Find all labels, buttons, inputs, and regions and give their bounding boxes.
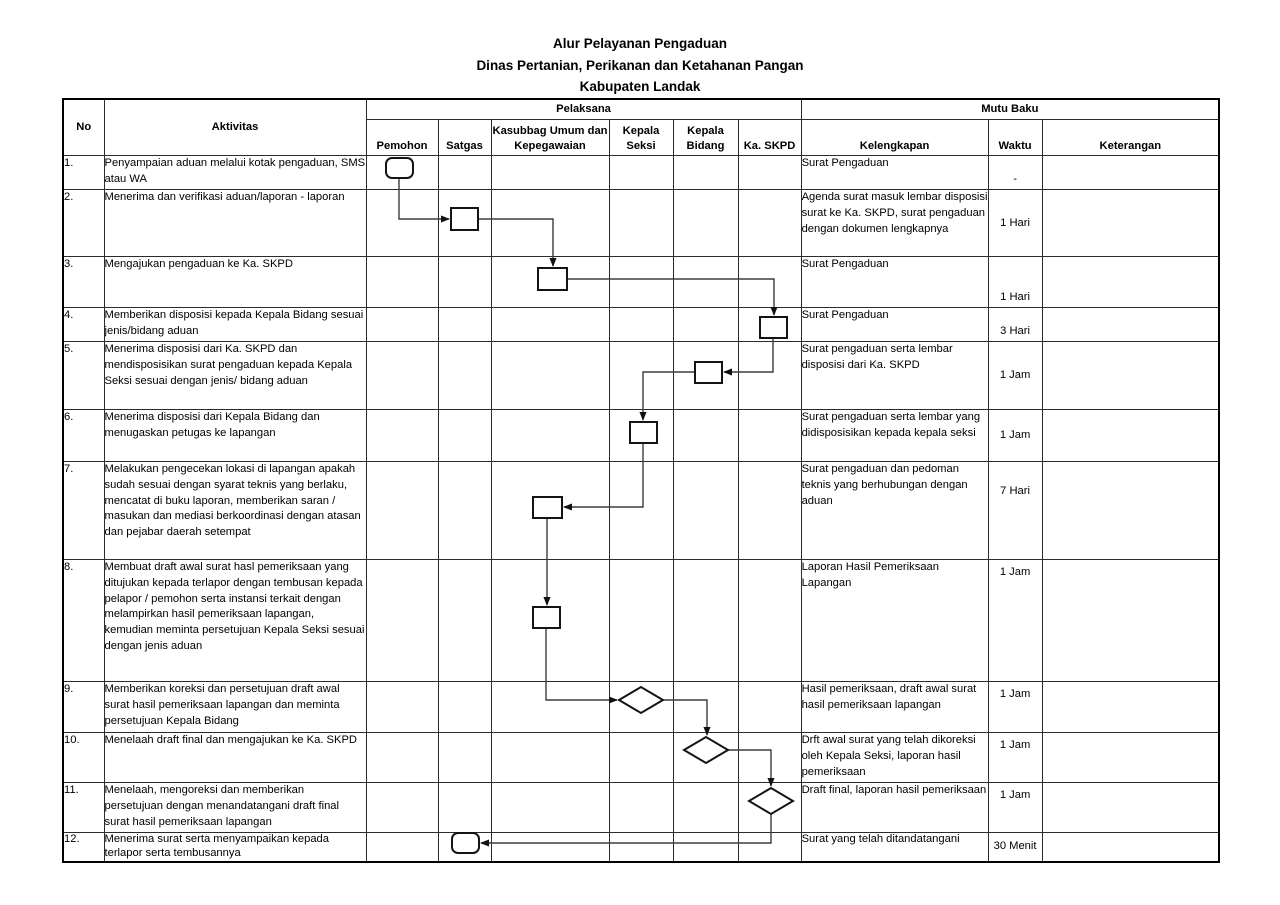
flow-lane-cell (438, 342, 491, 410)
waktu-cell: 1 Jam (988, 733, 1042, 783)
flow-lane-cell (738, 190, 801, 257)
table-row (63, 560, 1219, 682)
flow-lane-cell (491, 190, 609, 257)
activity-cell: Membuat draft awal surat hasl pemeriksaan yang ditujukan kepada terlapor dengan tembusan kepada pelapor / pemohon serta instansi terkait dengan melampirkan hasil pemeriksaan lapangan, kemudian meminta persetujuan Kepala Seksi sesuai dengan jenis aduan (104, 560, 366, 682)
flow-lane-cell (491, 783, 609, 833)
flow-lane-cell (366, 682, 438, 733)
flow-lane-cell (438, 257, 491, 308)
flow-lane-cell (609, 833, 673, 862)
table-row (63, 733, 1219, 783)
flow-lane-cell (366, 462, 438, 560)
flow-lane-cell (609, 190, 673, 257)
flow-lane-cell (366, 783, 438, 833)
flow-lane-cell (366, 560, 438, 682)
table-row (63, 783, 1219, 833)
flow-lane-cell (673, 462, 738, 560)
flow-lane-cell (491, 257, 609, 308)
keterangan-cell (1042, 833, 1219, 862)
sop-table (62, 98, 1220, 863)
flow-lane-cell (438, 682, 491, 733)
waktu-cell: 1 Jam (988, 342, 1042, 410)
kelengkapan-cell: Surat pengaduan dan pedoman teknis yang berhubungan dengan aduan (801, 462, 988, 560)
col-header-satgas: Satgas (438, 120, 491, 156)
flow-lane-cell (609, 783, 673, 833)
col-header-waktu: Waktu (988, 120, 1042, 156)
col-header-kasubbag: Kasubbag Umum dan Kepegawaian (491, 120, 609, 156)
kelengkapan-cell: Surat pengaduan serta lembar disposisi dari Ka. SKPD (801, 342, 988, 410)
keterangan-cell (1042, 682, 1219, 733)
waktu-cell: 1 Hari (988, 190, 1042, 257)
row-no-cell: 12. (63, 833, 104, 862)
title-line-3: Kabupaten Landak (579, 79, 701, 94)
flow-lane-cell (366, 410, 438, 462)
flow-lane-cell (609, 308, 673, 342)
flow-lane-cell (738, 560, 801, 682)
flow-lane-cell (609, 410, 673, 462)
table-row (63, 410, 1219, 462)
keterangan-cell (1042, 308, 1219, 342)
flow-lane-cell (673, 342, 738, 410)
flow-lane-cell (366, 257, 438, 308)
flow-lane-cell (366, 190, 438, 257)
row-no-cell: 1. (63, 156, 104, 190)
waktu-cell: - (988, 156, 1042, 190)
activity-cell: Menerima disposisi dari Kepala Bidang dan menugaskan petugas ke lapangan (104, 410, 366, 462)
table-row (63, 190, 1219, 257)
flow-lane-cell (438, 156, 491, 190)
flow-lane-cell (738, 156, 801, 190)
col-group-pelaksana: Pelaksana (366, 99, 801, 120)
keterangan-cell (1042, 257, 1219, 308)
flow-lane-cell (438, 733, 491, 783)
kelengkapan-cell: Surat pengaduan serta lembar yang didisposisikan kepada kepala seksi (801, 410, 988, 462)
row-no-cell: 5. (63, 342, 104, 410)
waktu-cell: 7 Hari (988, 462, 1042, 560)
row-no-cell: 11. (63, 783, 104, 833)
kelengkapan-cell: Draft final, laporan hasil pemeriksaan (801, 783, 988, 833)
flow-lane-cell (491, 156, 609, 190)
col-header-no: No (63, 99, 104, 156)
activity-cell: Menerima dan verifikasi aduan/laporan - laporan (104, 190, 366, 257)
flow-lane-cell (438, 190, 491, 257)
flow-lane-cell (609, 257, 673, 308)
row-no-cell: 8. (63, 560, 104, 682)
activity-cell: Menelaah draft final dan mengajukan ke Ka. SKPD (104, 733, 366, 783)
flow-lane-cell (366, 833, 438, 862)
flow-lane-cell (438, 560, 491, 682)
keterangan-cell (1042, 733, 1219, 783)
col-header-kepala-seksi: Kepala Seksi (609, 120, 673, 156)
row-no-cell: 10. (63, 733, 104, 783)
kelengkapan-cell: Surat Pengaduan (801, 257, 988, 308)
col-header-ka-skpd: Ka. SKPD (738, 120, 801, 156)
table-row (63, 257, 1219, 308)
flow-lane-cell (673, 733, 738, 783)
waktu-cell: 3 Hari (988, 308, 1042, 342)
col-header-aktivitas: Aktivitas (104, 99, 366, 156)
flow-lane-cell (673, 410, 738, 462)
flow-lane-cell (491, 462, 609, 560)
activity-cell: Menerima disposisi dari Ka. SKPD dan mendisposisikan surat pengaduan kepada Kepala Seksi sesuai dengan jenis/ bidang aduan (104, 342, 366, 410)
waktu-cell: 30 Menit (988, 833, 1042, 862)
flow-lane-cell (491, 833, 609, 862)
row-no-cell: 7. (63, 462, 104, 560)
flow-lane-cell (491, 560, 609, 682)
row-no-cell: 3. (63, 257, 104, 308)
kelengkapan-cell: Surat yang telah ditandatangani (801, 833, 988, 862)
table-row (63, 342, 1219, 410)
flow-lane-cell (438, 833, 491, 862)
flow-lane-cell (673, 783, 738, 833)
row-no-cell: 9. (63, 682, 104, 733)
flow-lane-cell (673, 833, 738, 862)
activity-cell: Menelaah, mengoreksi dan memberikan persetujuan dengan menandatangani draft final surat hasil pemeriksaan lapangan (104, 783, 366, 833)
flow-lane-cell (738, 783, 801, 833)
flow-lane-cell (673, 308, 738, 342)
title-line-1: Alur Pelayanan Pengaduan (552, 36, 728, 51)
col-header-pemohon: Pemohon (366, 120, 438, 156)
flow-lane-cell (609, 462, 673, 560)
table-row (63, 462, 1219, 560)
activity-cell: Melakukan pengecekan lokasi di lapangan apakah sudah sesuai dengan syarat teknis yang berlaku, mencatat di buku laporan, memberikan saran / masukan dan mediasi berkoordinasi dengan atasan dan pejabar daerah setempat (104, 462, 366, 560)
flow-lane-cell (738, 462, 801, 560)
flow-lane-cell (366, 308, 438, 342)
flow-lane-cell (738, 682, 801, 733)
keterangan-cell (1042, 190, 1219, 257)
flow-lane-cell (738, 257, 801, 308)
flow-lane-cell (738, 308, 801, 342)
document-title (0, 33, 1280, 98)
keterangan-cell (1042, 462, 1219, 560)
activity-cell: Penyampaian aduan melalui kotak pengaduan, SMS atau WA (104, 156, 366, 190)
flow-lane-cell (366, 342, 438, 410)
flow-lane-cell (438, 783, 491, 833)
flow-lane-cell (609, 733, 673, 783)
flow-lane-cell (609, 682, 673, 733)
flow-lane-cell (738, 342, 801, 410)
flow-lane-cell (438, 462, 491, 560)
flow-lane-cell (366, 733, 438, 783)
flow-lane-cell (673, 682, 738, 733)
flow-lane-cell (738, 410, 801, 462)
activity-cell: Mengajukan pengaduan ke Ka. SKPD (104, 257, 366, 308)
row-no-cell: 2. (63, 190, 104, 257)
waktu-cell: 1 Jam (988, 783, 1042, 833)
flow-lane-cell (491, 410, 609, 462)
keterangan-cell (1042, 783, 1219, 833)
col-header-keterangan: Keterangan (1042, 120, 1219, 156)
flow-lane-cell (491, 733, 609, 783)
row-no-cell: 4. (63, 308, 104, 342)
flow-lane-cell (609, 560, 673, 682)
flow-lane-cell (673, 560, 738, 682)
kelengkapan-cell: Surat Pengaduan (801, 308, 988, 342)
flow-lane-cell (738, 733, 801, 783)
waktu-cell: 1 Jam (988, 682, 1042, 733)
row-no-cell: 6. (63, 410, 104, 462)
flow-lane-cell (673, 257, 738, 308)
flow-lane-cell (491, 342, 609, 410)
keterangan-cell (1042, 342, 1219, 410)
activity-cell: Memberikan koreksi dan persetujuan draft awal surat hasil pemeriksaan lapangan dan meminta persetujuan Kepala Bidang (104, 682, 366, 733)
flow-lane-cell (609, 156, 673, 190)
waktu-cell: 1 Hari (988, 257, 1042, 308)
flow-lane-cell (738, 833, 801, 862)
waktu-cell: 1 Jam (988, 410, 1042, 462)
title-line-2: Dinas Pertanian, Perikanan dan Ketahanan Pangan (476, 57, 804, 73)
kelengkapan-cell: Drft awal surat yang telah dikoreksi oleh Kepala Seksi, laporan hasil pemeriksaan (801, 733, 988, 783)
table-row (63, 308, 1219, 342)
kelengkapan-cell: Agenda surat masuk lembar disposisi surat ke Ka. SKPD, surat pengaduan dengan dokumen lengkapnya (801, 190, 988, 257)
flow-lane-cell (673, 156, 738, 190)
kelengkapan-cell: Laporan Hasil Pemeriksaan Lapangan (801, 560, 988, 682)
activity-cell: Menerima surat serta menyampaikan kepada terlapor serta tembusannya (104, 833, 366, 862)
flow-lane-cell (438, 410, 491, 462)
table-row (63, 156, 1219, 190)
table-row (63, 682, 1219, 733)
flow-lane-cell (491, 308, 609, 342)
flow-lane-cell (491, 682, 609, 733)
kelengkapan-cell: Surat Pengaduan (801, 156, 988, 190)
activity-cell: Memberikan disposisi kepada Kepala Bidang sesuai jenis/bidang aduan (104, 308, 366, 342)
col-header-kepala-bidang: Kepala Bidang (673, 120, 738, 156)
kelengkapan-cell: Hasil pemeriksaan, draft awal surat hasil pemeriksaan lapangan (801, 682, 988, 733)
keterangan-cell (1042, 410, 1219, 462)
keterangan-cell (1042, 560, 1219, 682)
table-row (63, 833, 1219, 862)
col-header-kelengkapan: Kelengkapan (801, 120, 988, 156)
flow-lane-cell (438, 308, 491, 342)
flow-lane-cell (366, 156, 438, 190)
flow-lane-cell (609, 342, 673, 410)
flow-lane-cell (673, 190, 738, 257)
waktu-cell: 1 Jam (988, 560, 1042, 682)
col-group-mutu-baku: Mutu Baku (801, 99, 1219, 120)
keterangan-cell (1042, 156, 1219, 190)
